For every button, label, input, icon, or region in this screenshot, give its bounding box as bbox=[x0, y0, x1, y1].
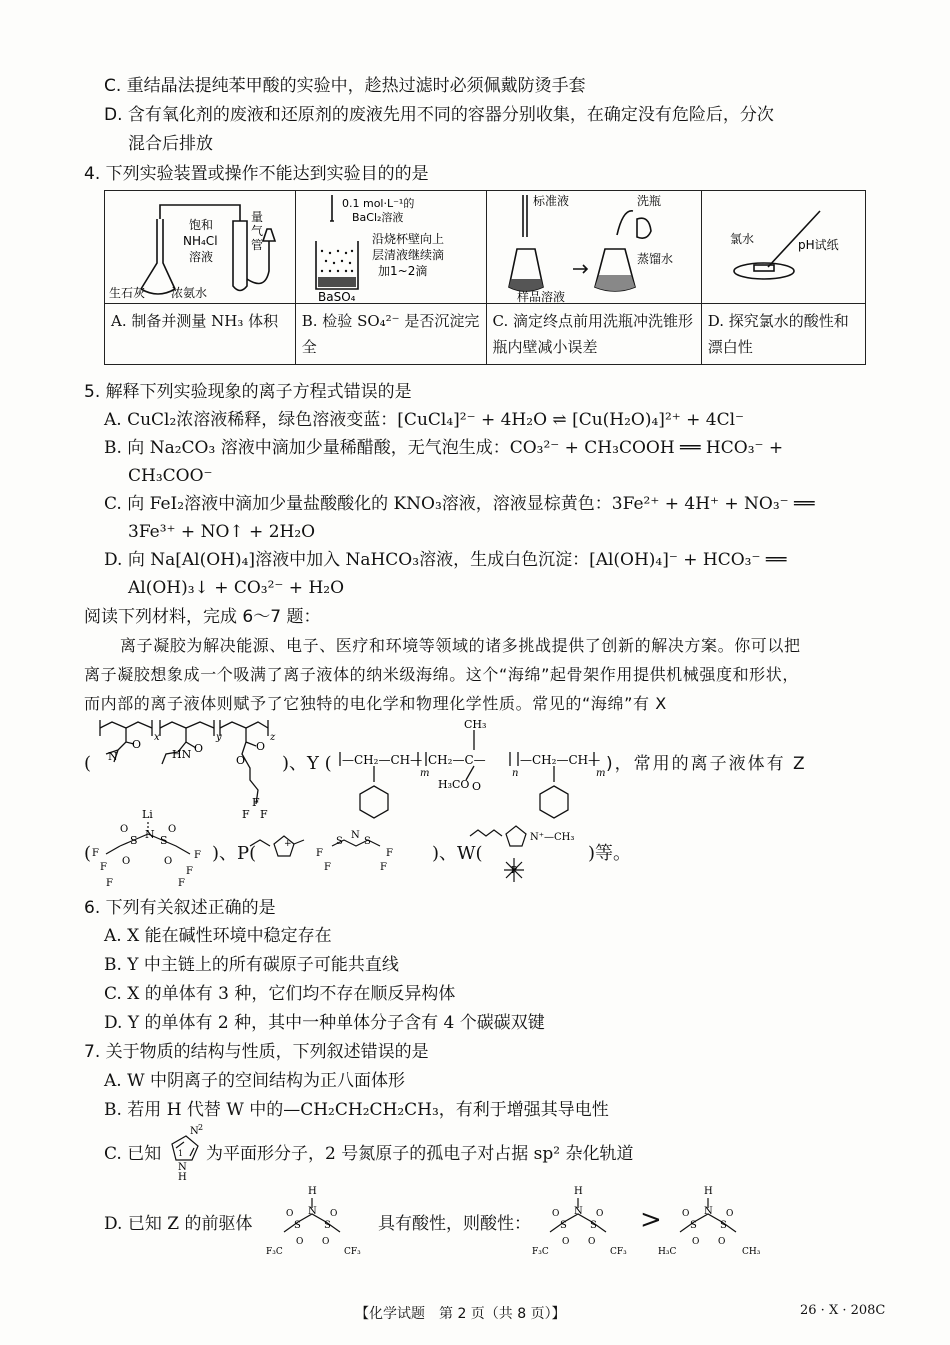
label-liang: 量 bbox=[251, 210, 264, 224]
q7-option-a: A. W 中阴离子的空间结构为正八面体形 bbox=[104, 1071, 405, 1091]
precursor-o3: O bbox=[330, 1209, 338, 1219]
y-methyl: CH₃ bbox=[464, 718, 487, 731]
atom-nh-1: HN bbox=[172, 748, 192, 761]
subscript-x: x bbox=[154, 732, 160, 743]
precursor-n: N bbox=[308, 1206, 317, 1217]
label-ph-paper: pH试纸 bbox=[797, 238, 839, 252]
apparatus-d-diagram bbox=[702, 191, 862, 303]
precursor-structure bbox=[262, 1182, 378, 1262]
label-quicklime: 生石灰 bbox=[109, 286, 146, 300]
q4-table bbox=[104, 190, 866, 365]
atom-f-3: F bbox=[252, 796, 260, 809]
atom-n-1: N bbox=[108, 750, 118, 763]
label-along-wall: 沿烧杯壁向上 bbox=[371, 232, 444, 246]
atom-o-4: O bbox=[236, 754, 246, 767]
acid2-s1: S bbox=[690, 1220, 697, 1231]
imidazole-label-1: 1 bbox=[178, 1149, 184, 1158]
w-methyl-n: N⁺—CH₃ bbox=[530, 832, 575, 843]
apparatus-b-diagram bbox=[296, 191, 482, 303]
imidazole-n1: N bbox=[178, 1162, 187, 1173]
precursor-o4: O bbox=[322, 1237, 330, 1247]
label-concentration: 0.1 mol·L⁻¹的 bbox=[341, 197, 415, 210]
q7-option-d-middle: 具有酸性，则酸性： bbox=[378, 1214, 531, 1234]
acid1-o4: O bbox=[588, 1237, 596, 1247]
q5-option-c-line1: C. 向 FeI₂溶液中滴加少量盐酸酸化的 KNO₃溶液，溶液显棕黄色：3Fe²⁺ + 4H⁺ + NO₃⁻ ══ bbox=[104, 494, 815, 514]
acid2-n: N bbox=[704, 1206, 713, 1217]
p-f-4: F bbox=[380, 862, 387, 873]
greater-than-sign: > bbox=[640, 1205, 662, 1235]
precursor-h: H bbox=[308, 1186, 317, 1197]
label-saturated: 饱和 bbox=[189, 218, 214, 232]
q6-option-c: C. X 的单体有 3 种，它们均不存在顺反异构体 bbox=[104, 984, 456, 1004]
apparatus-a-diagram bbox=[105, 191, 291, 303]
subscript-z: z bbox=[270, 732, 276, 743]
acid2-s2: S bbox=[720, 1220, 727, 1231]
label-nh4cl: NH₄Cl bbox=[183, 234, 218, 248]
z-f-3: F bbox=[106, 878, 113, 889]
acid1-o1: O bbox=[552, 1209, 560, 1219]
acid2-o2: O bbox=[692, 1237, 700, 1247]
q7-option-c-prefix: C. 已知 bbox=[104, 1144, 162, 1164]
z-o-1: O bbox=[120, 824, 129, 835]
z-o-4: O bbox=[164, 856, 173, 867]
z-o-2: O bbox=[122, 856, 131, 867]
exam-code: 26 · X · 208C bbox=[800, 1303, 886, 1318]
q5-option-d-line2: Al(OH)₃↓ + CO₃²⁻ + H₂O bbox=[128, 578, 345, 598]
q4-figure-d bbox=[701, 191, 865, 304]
p-s-2: S bbox=[364, 836, 371, 847]
p-charge: + bbox=[284, 839, 292, 849]
precursor-s2: S bbox=[324, 1220, 331, 1231]
q4-figure-a bbox=[105, 191, 296, 304]
w-label: )、W( bbox=[432, 843, 483, 864]
q6-option-d: D. Y 的单体有 2 种，其中一种单体分子含有 4 个碳碳双键 bbox=[104, 1013, 545, 1033]
q4-caption-b: B. 检验 SO₄²⁻ 是否沉淀完全 bbox=[295, 304, 486, 365]
subscript-n: n bbox=[512, 768, 519, 779]
q5-option-a: A. CuCl₂浓溶液稀释，绿色溶液变蓝：[CuCl₄]²⁻ + 4H₂O ⇌ [Cu(H₂O)₄]²⁺ + 4Cl⁻ bbox=[104, 410, 745, 430]
q6-option-b: B. Y 中主链上的所有碳原子可能共直线 bbox=[104, 955, 399, 975]
y-unit2-ch2: CH₂—C— bbox=[428, 753, 486, 767]
imidazole-structure bbox=[164, 1122, 208, 1182]
q5-option-d-line1: D. 向 Na[Al(OH)₄]溶液中加入 NaHCO₃溶液，生成白色沉淀：[Al(OH)₄]⁻ + HCO₃⁻ ══ bbox=[104, 550, 787, 570]
material-para-line2: 离子凝胶想象成一个吸满了离子液体的纳米级海绵。这个“海绵”起骨架作用提供机械强度和形状， bbox=[84, 665, 799, 684]
q5-stem: 5. 解释下列实验现象的离子方程式错误的是 bbox=[84, 382, 412, 402]
acid-cf3-structure bbox=[528, 1182, 644, 1262]
ionic-liquid-p-structure bbox=[250, 816, 430, 886]
label-upper-layer: 层清液继续滴 bbox=[371, 248, 444, 262]
precursor-f3c: F₃C bbox=[266, 1247, 283, 1257]
atom-s-1: S bbox=[130, 834, 138, 847]
structures-end: )等。 bbox=[588, 843, 632, 864]
precursor-o2: O bbox=[296, 1237, 304, 1247]
x-open-paren: ( bbox=[84, 753, 92, 774]
acid1-s1: S bbox=[560, 1220, 567, 1231]
acid1-f3c: F₃C bbox=[532, 1247, 549, 1257]
label-conc-ammonia: 浓氨水 bbox=[171, 286, 208, 300]
p-f-1: F bbox=[316, 848, 323, 859]
acid2-h: H bbox=[704, 1186, 713, 1197]
y-unit1-ch2: —CH₂—CH— bbox=[342, 753, 423, 767]
q4-figure-c bbox=[486, 191, 701, 304]
atom-o-3: O bbox=[256, 740, 266, 753]
w-p: P bbox=[511, 866, 518, 876]
label-wash-bottle: 洗瓶 bbox=[636, 194, 661, 208]
apparatus-c-diagram bbox=[487, 191, 697, 303]
q4-caption-d: D. 探究氯水的酸性和漂白性 bbox=[701, 304, 865, 365]
q3-option-d-line1: D. 含有氧化剂的废液和还原剂的废液先用不同的容器分别收集，在确定没有危险后，分次 bbox=[104, 105, 774, 125]
q4-caption-c: C. 滴定终点前用洗瓶冲洗锥形瓶内壁减小误差 bbox=[486, 304, 701, 365]
acid1-n: N bbox=[574, 1206, 583, 1217]
q6-option-a: A. X 能在碱性环境中稳定存在 bbox=[104, 926, 332, 946]
imidazole-label-2: 2 bbox=[198, 1123, 204, 1132]
acid2-o1: O bbox=[682, 1209, 690, 1219]
atom-f-1: F bbox=[242, 808, 250, 821]
p-f-2: F bbox=[324, 862, 331, 873]
y-carbonyl-o: O bbox=[472, 780, 482, 793]
precursor-s1: S bbox=[294, 1220, 301, 1231]
precursor-cf3: CF₃ bbox=[344, 1247, 361, 1257]
label-bacl2: BaCl₂溶液 bbox=[351, 211, 404, 224]
z-o-3: O bbox=[168, 824, 177, 835]
p-f-3: F bbox=[386, 848, 393, 859]
ionic-liquid-w-structure bbox=[470, 812, 590, 888]
y-label: )、Y ( bbox=[282, 753, 332, 774]
z-f-5: F bbox=[186, 866, 193, 877]
q3-option-d-line2: 混合后排放 bbox=[128, 134, 213, 154]
z-f-4: F bbox=[194, 850, 201, 861]
acid2-h3c: H₃C bbox=[658, 1247, 677, 1257]
label-guan: 管 bbox=[251, 238, 264, 252]
z-f-1: F bbox=[92, 848, 99, 859]
label-sample: 样品溶液 bbox=[516, 290, 565, 304]
page-footer: 【化学试题 第 2 页（共 8 页）】 bbox=[355, 1306, 566, 1322]
acid1-o3: O bbox=[596, 1209, 604, 1219]
atom-f-2: F bbox=[260, 808, 268, 821]
p-s-1: S bbox=[336, 836, 343, 847]
p-n: N bbox=[351, 830, 360, 841]
label-standard: 标准液 bbox=[532, 194, 569, 208]
y-unit3-ch2: —CH₂—CH— bbox=[520, 753, 601, 767]
q6-stem: 6. 下列有关叙述正确的是 bbox=[84, 898, 276, 918]
imidazole-n2: N bbox=[190, 1126, 199, 1137]
q5-option-b-line2: CH₃COO⁻ bbox=[128, 466, 213, 486]
atom-n-z: N bbox=[145, 828, 155, 841]
y-methoxy: H₃CO bbox=[438, 778, 470, 791]
z-f-2: F bbox=[100, 862, 107, 873]
z-f-6: F bbox=[178, 878, 185, 889]
q7-option-c-text: 为平面形分子，2 号氮原子的孤电子对占据 sp² 杂化轨道 bbox=[206, 1144, 634, 1164]
material-para-line3: 而内部的离子液体则赋予了它独特的电化学和物理化学性质。常见的“海绵”有 X bbox=[84, 694, 667, 713]
acid1-cf3: CF₃ bbox=[610, 1247, 627, 1257]
atom-o-2: O bbox=[194, 742, 204, 755]
material-para-line1: 离子凝胶为解决能源、电子、医疗和环境等领域的诸多挑战提供了创新的解决方案。你可以把 bbox=[120, 636, 801, 655]
label-solution: 溶液 bbox=[189, 250, 214, 264]
q4-caption-a: A. 制备并测量 NH₃ 体积 bbox=[105, 304, 296, 365]
ionic-liquid-z-structure bbox=[90, 806, 218, 890]
z-open-paren: ( bbox=[84, 843, 92, 864]
precursor-o1: O bbox=[286, 1209, 294, 1219]
q4-figure-b bbox=[295, 191, 486, 304]
subscript-m-2: m bbox=[596, 768, 606, 779]
q5-option-c-line2: 3Fe³⁺ + NO↑ + 2H₂O bbox=[128, 522, 316, 542]
q7-option-b: B. 若用 H 代替 W 中的—CH₂CH₂CH₂CH₃，有利于增强其导电性 bbox=[104, 1100, 609, 1120]
q4-stem: 4. 下列实验装置或操作不能达到实验目的的是 bbox=[84, 164, 429, 184]
acid2-o4: O bbox=[718, 1237, 726, 1247]
q7-option-d-prefix: D. 已知 Z 的前驱体 bbox=[104, 1214, 253, 1234]
label-baso4: BaSO₄ bbox=[317, 290, 356, 304]
subscript-y: y bbox=[216, 732, 222, 743]
material-intro: 阅读下列材料，完成 6～7 题： bbox=[84, 607, 321, 627]
acid2-ch3: CH₃ bbox=[742, 1247, 761, 1257]
p-label: )、P( bbox=[212, 843, 257, 864]
label-distilled-water: 蒸馏水 bbox=[636, 252, 673, 266]
acid-ch3-structure bbox=[656, 1182, 776, 1262]
q3-option-c: C. 重结晶法提纯苯甲酸的实验中，趁热过滤时必须佩戴防烫手套 bbox=[104, 76, 586, 96]
subscript-m-1: m bbox=[420, 768, 430, 779]
atom-o-1: O bbox=[132, 738, 142, 751]
imidazole-h: H bbox=[178, 1172, 187, 1183]
acid1-o2: O bbox=[562, 1237, 570, 1247]
acid1-h: H bbox=[574, 1186, 583, 1197]
acid1-s2: S bbox=[590, 1220, 597, 1231]
q7-stem: 7. 关于物质的结构与性质，下列叙述错误的是 bbox=[84, 1042, 429, 1062]
label-add-drops: 加1~2滴 bbox=[377, 264, 428, 278]
atom-s-2: S bbox=[160, 834, 168, 847]
label-chlorine-water: 氯水 bbox=[729, 232, 754, 246]
label-qi: 气 bbox=[251, 224, 264, 238]
q5-option-b-line1: B. 向 Na₂CO₃ 溶液中滴加少量稀醋酸，无气泡生成：CO₃²⁻ + CH₃COOH ══ HCO₃⁻ + bbox=[104, 438, 784, 458]
atom-li: Li bbox=[142, 808, 153, 821]
ionic-liquid-intro: )，常用的离子液体有 Z bbox=[606, 754, 807, 774]
acid2-o3: O bbox=[726, 1209, 734, 1219]
